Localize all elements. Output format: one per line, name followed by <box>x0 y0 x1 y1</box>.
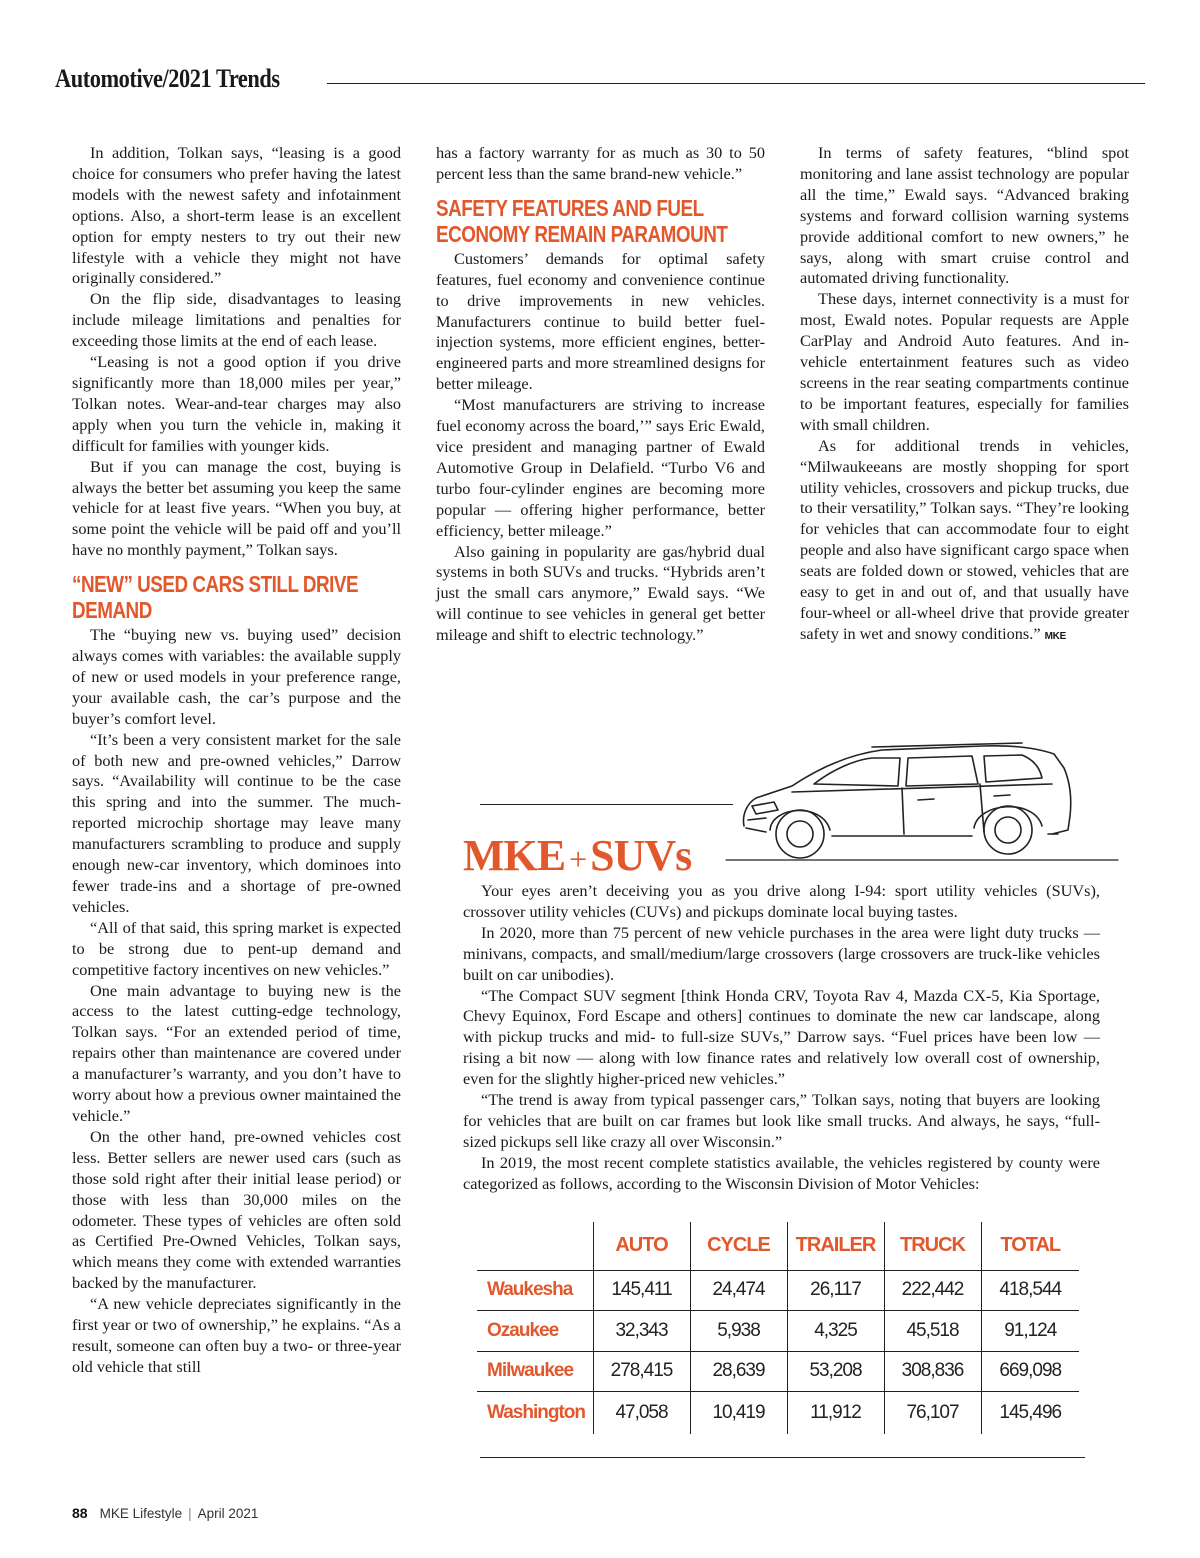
article-column-2 <box>436 143 765 646</box>
table-cell: 45,518 <box>884 1311 981 1352</box>
paragraph: The “buying new vs. buying used” decision always comes with variables: the available supply of new or used models in your preference range, your available cash, the car’s purpose and the buyer’s comfort level. <box>72 625 401 728</box>
section-header <box>55 58 1145 94</box>
paragraph: “The trend is away from typical passenger cars,” Tolkan says, noting that buyers are looking for vehicles that are built on car frames but look like small trucks. And always, he says, “full-sized pickups sell like crazy all over Wisconsin.” <box>463 1090 1100 1151</box>
table-bottom-rule <box>480 1457 1085 1458</box>
table-cell: 91,124 <box>981 1311 1079 1352</box>
table-cell: 222,442 <box>884 1270 981 1311</box>
page-footer <box>72 1505 258 1521</box>
table-cell: 11,912 <box>787 1392 884 1434</box>
table-header-cell: AUTO <box>593 1222 690 1270</box>
paragraph: “A new vehicle depreciates significantly in the first year or two of ownership,” he explains. “As a result, someone can often buy a two- or three-year old vehicle that still <box>72 1294 401 1376</box>
paragraph: “Most manufacturers are striving to increase fuel economy across the board,’” says Eric Ewald, vice president and managing partner of Ewald Automotive Group in Delafield. “Turbo V6 and turbo four-cylinder engines are becoming more popular — offering higher performance, better efficiency, better mileage.” <box>436 395 765 540</box>
paragraph: On the flip side, disadvantages to leasing include mileage limitations and penalties for exceeding those limits at the end of each lease. <box>72 289 401 351</box>
paragraph: In terms of safety features, “blind spot monitoring and lane assist technology are popular all the time,” Ewald says. “Advanced braking systems and forward collision warning systems provide additional comfort to new owners,” he says, along with smart cruise control and automated driving functionality. <box>800 143 1129 288</box>
paragraph: Also gaining in popularity are gas/hybrid dual systems in both SUVs and trucks. “Hybrids aren’t just the small cars anymore,” Ewald says. “We will continue to see vehicles in general get better mileage and shift to electric technology.” <box>436 541 765 645</box>
paragraph: In addition, Tolkan says, “leasing is a good choice for consumers who prefer having the latest models with the newest safety and infotainment options. Also, a short-term lease is an excellent option for empty nesters to try out their new lifestyle with a vehicle they might not have originally considered.” <box>72 143 401 288</box>
paragraph: “The Compact SUV segment [think Honda CRV, Toyota Rav 4, Mazda CX-5, Kia Sportage, Chevy Equinox, Ford Escape and others] continues to dominate the new car landscape, along with pickup trucks and mid- to full-size SUVs,” Darrow says. “Fuel prices have been low — rising a bit now — along with low finance rates and relatively low overall cost of ownership, even for the slightly higher-priced new vehicles.” <box>463 985 1100 1089</box>
issue-date: April 2021 <box>197 1505 259 1521</box>
sidebar-title-right: SUVs <box>590 831 692 880</box>
suv-car-illustration <box>722 738 1122 868</box>
page-number: 88 <box>72 1505 88 1521</box>
paragraph: “Leasing is not a good option if you drive significantly more than 18,000 miles per year,” Tolkan notes. Wear-and-tear charges may also apply when you turn the vehicle in, making it difficult for families with younger kids. <box>72 352 401 455</box>
table-header-blank <box>477 1222 593 1270</box>
publication-name: MKE Lifestyle <box>99 1505 183 1521</box>
paragraph: But if you can manage the cost, buying is always the better bet assuming you keep the same vehicle for at least five years. “When you buy, at some point the vehicle will be paid off and you’ll have no monthly payment,” Tolkan says. <box>72 456 401 560</box>
paragraph: has a factory warranty for as much as 30 to 50 percent less than the same brand-new vehicle.” <box>436 143 765 183</box>
sidebar-title <box>463 831 692 880</box>
table-cell: 669,098 <box>981 1351 1079 1392</box>
table-header-cell: CYCLE <box>690 1222 787 1270</box>
table-cell: 32,343 <box>593 1311 690 1352</box>
table-row <box>477 1351 1079 1392</box>
table-cell: 278,415 <box>593 1351 690 1392</box>
paragraph: In 2019, the most recent complete statistics available, the vehicles registered by county were categorized as follows, according to the Wisconsin Division of Motor Vehicles: <box>463 1152 1100 1193</box>
paragraph: These days, internet connectivity is a must for most, Ewald notes. Popular requests are Apple CarPlay and Android Auto features. And in-vehicle entertainment features such as video screens in the rear seating compartments continue to be important features, especially for families with small children. <box>800 289 1129 434</box>
county-name: Waukesha <box>477 1270 593 1311</box>
sidebar-title-left: MKE <box>463 831 566 880</box>
paragraph-text: As for additional trends in vehicles, “Milwaukeeans are mostly shopping for sport utility vehicles, crossovers and pickup trucks, due to their versatility,” Tolkan says. “They’re looking for vehicles that can accommodate four to eight people and also have significant cargo space when seats are folded down or stowed, vehicles that are easy to get in and out of, and that usually have four-wheel or all-wheel drive that provide greater safety in wet and snowy conditions.” <box>800 435 1129 643</box>
table-cell: 53,208 <box>787 1351 884 1392</box>
table-cell: 145,411 <box>593 1270 690 1311</box>
county-name: Washington <box>477 1392 593 1434</box>
county-name: Milwaukee <box>477 1351 593 1392</box>
table-cell: 47,058 <box>593 1392 690 1434</box>
paragraph: “It’s been a very consistent market for the sale of both new and pre-owned vehicles,” Darrow says. “Availability will continue to be the case this spring and into the summer. The much-reported microchip shortage may leave many manufacturers scrambling to produce and supply enough new-car inventory, which dominoes into fewer trade-ins and a shortage of pre-owned vehicles. <box>72 729 401 916</box>
table-cell: 26,117 <box>787 1270 884 1311</box>
article-column-1 <box>72 143 401 1378</box>
table-cell: 145,496 <box>981 1392 1079 1434</box>
subhead-used-cars: “NEW” USED CARS STILL DRIVE DEMAND <box>72 571 359 624</box>
table-header-cell: TRUCK <box>884 1222 981 1270</box>
table-header-row <box>477 1222 1079 1270</box>
signoff: MKE <box>1044 630 1066 642</box>
paragraph <box>800 436 1129 648</box>
table-cell: 10,419 <box>690 1392 787 1434</box>
table-cell: 418,544 <box>981 1270 1079 1311</box>
table-cell: 4,325 <box>787 1311 884 1352</box>
sidebar-body <box>463 881 1100 1195</box>
paragraph: One main advantage to buying new is the access to the latest cutting-edge technology, Tolkan says. “For an extended period of time, repairs other than maintenance are covered under a manufacturer’s warranty, and you don’t have to worry about how a previous owner maintained the vehicle.” <box>72 980 401 1125</box>
table-header-cell: TOTAL <box>981 1222 1079 1270</box>
table-cell: 24,474 <box>690 1270 787 1311</box>
table-row <box>477 1392 1079 1434</box>
article-column-3 <box>800 143 1129 648</box>
sidebar-title-plus: + <box>569 841 587 877</box>
subhead-safety-features: SAFETY FEATURES AND FUEL ECONOMY REMAIN PARAMOUNT <box>436 194 728 247</box>
table-row <box>477 1270 1079 1311</box>
table-header-cell: TRAILER <box>787 1222 884 1270</box>
paragraph: In 2020, more than 75 percent of new vehicle purchases in the area were light duty trucks — minivans, compacts, and small/medium/large crossovers (large crossovers are truck-like vehicles built on car unibodies). <box>463 922 1100 984</box>
table-cell: 308,836 <box>884 1351 981 1392</box>
paragraph: On the other hand, pre-owned vehicles cost less. Better sellers are newer used cars (such as those sold right after their initial lease period) or those with less than 30,000 miles on the odometer. These types of vehicles are often sold as Certified Pre-Owned Vehicles, Tolkan says, which means they come with extended warranties backed by the manufacturer. <box>72 1126 401 1293</box>
paragraph: Customers’ demands for optimal safety features, fuel economy and convenience continue to drive improvements in new vehicles. Manufacturers continue to build better fuel-injection systems, more efficient engines, better-engineered parts and more streamlined designs for better mileage. <box>436 248 765 394</box>
county-name: Ozaukee <box>477 1311 593 1352</box>
table-row <box>477 1311 1079 1352</box>
table-cell: 5,938 <box>690 1311 787 1352</box>
registration-table <box>477 1222 1079 1434</box>
paragraph: “All of that said, this spring market is expected to be strong due to pent-up demand and competitive factory incentives on new vehicles.” <box>72 917 401 979</box>
table-cell: 76,107 <box>884 1392 981 1434</box>
paragraph: Your eyes aren’t deceiving you as you drive along I-94: sport utility vehicles (SUVs), crossover utility vehicles (CUVs) and pickups dominate local buying tastes. <box>463 881 1100 921</box>
footer-separator: | <box>188 1505 192 1521</box>
table-cell: 28,639 <box>690 1351 787 1392</box>
section-title: Automotive/2021 Trends <box>55 64 280 93</box>
header-rule <box>327 83 1145 84</box>
illustration-rule <box>480 804 733 805</box>
